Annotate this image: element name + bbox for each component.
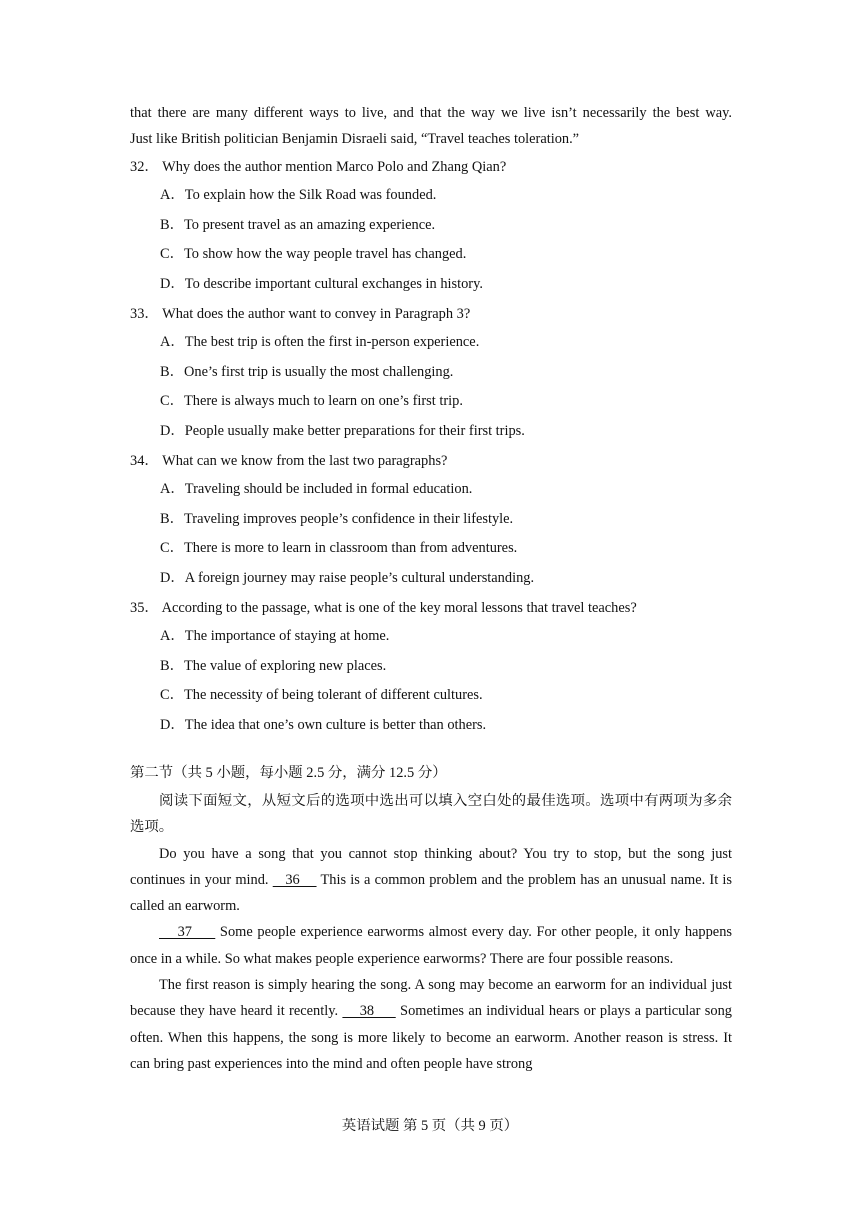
passage-line: that there are many different ways to live, and that the way we live isn’t necessarily the best way.: [130, 105, 732, 121]
blank-37: 37: [159, 924, 216, 941]
exam-page: [130, 100, 732, 1077]
blank-36: 36: [272, 871, 317, 888]
cloze-paragraph-1: [130, 841, 732, 920]
question-33: [130, 300, 732, 446]
option-b: B．The value of exploring new places.: [160, 657, 387, 674]
option-d: D．A foreign journey may raise people’s cultural understanding.: [160, 569, 535, 586]
option-c: C．There is more to learn in classroom than from adventures.: [160, 540, 518, 556]
option-a: A．To explain how the Silk Road was founded.: [160, 187, 437, 203]
question-stem: 34． What can we know from the last two paragraphs?: [130, 453, 448, 469]
question-34: [130, 447, 732, 593]
option-b: B．Traveling improves people’s confidence in their lifestyle.: [160, 510, 514, 527]
paragraph-text: Do you have a song that you cannot stop thinking about? You try to stop, but the song just continues in your mind.: [130, 845, 732, 888]
paragraph-text: Sometimes an individual hears or plays a particular song often. When this happens, the song is more likely to become an earworm. Another reason is stress. It can bring past experiences into the mind and often people have strong: [130, 1003, 732, 1072]
option-b: B．One’s first trip is usually the most challenging.: [160, 363, 454, 380]
blank-38: 38: [342, 1003, 396, 1020]
cloze-paragraph-3: [130, 972, 732, 1077]
question-32: [130, 153, 732, 299]
paragraph-text: This is a common problem and the problem has an unusual name. It is called an earworm.: [130, 871, 732, 915]
page-footer: 英语试题 第 5 页（共 9 页）: [341, 1118, 519, 1134]
question-stem: 35． According to the passage, what is one of the key moral lessons that travel teaches?: [130, 600, 637, 616]
paragraph-text: The first reason is simply hearing the song. A song may become an earworm for an individual just because they have heard it recently.: [130, 977, 732, 1020]
cloze-paragraph-2: [130, 919, 732, 972]
option-b: B．To present travel as an amazing experience.: [160, 216, 436, 233]
paragraph-text: Some people experience earworms almost every day. For other people, it only happens once in a while. So what makes people experience earworms? There are four possible reasons.: [130, 924, 732, 967]
option-d: D．The idea that one’s own culture is better than others.: [160, 716, 487, 733]
option-d: D．People usually make better preparations for their first trips.: [160, 422, 525, 439]
option-c: C．The necessity of being tolerant of different cultures.: [160, 687, 483, 703]
option-c: C．To show how the way people travel has changed.: [160, 246, 467, 262]
option-c: C．There is always much to learn on one’s first trip.: [160, 393, 463, 409]
section-heading: 第二节（共 5 小题，每小题 2.5 分，满分 12.5 分）: [130, 765, 447, 781]
question-stem: 33． What does the author want to convey in Paragraph 3?: [130, 306, 471, 322]
option-d: D．To describe important cultural exchanges in history.: [160, 275, 483, 292]
option-a: A．The best trip is often the first in-person experience.: [160, 334, 480, 350]
option-a: A．The importance of staying at home.: [160, 628, 390, 644]
section-instruction: 阅读下面短文，从短文后的选项中选出可以填入空白处的最佳选项。选项中有两项为多余选项。: [130, 793, 732, 836]
question-stem: 32． Why does the author mention Marco Polo and Zhang Qian?: [130, 159, 507, 175]
passage-line: Just like British politician Benjamin Disraeli said, “Travel teaches toleration.”: [130, 131, 580, 147]
option-a: A．Traveling should be included in formal education.: [160, 481, 473, 497]
question-35: [130, 594, 732, 740]
